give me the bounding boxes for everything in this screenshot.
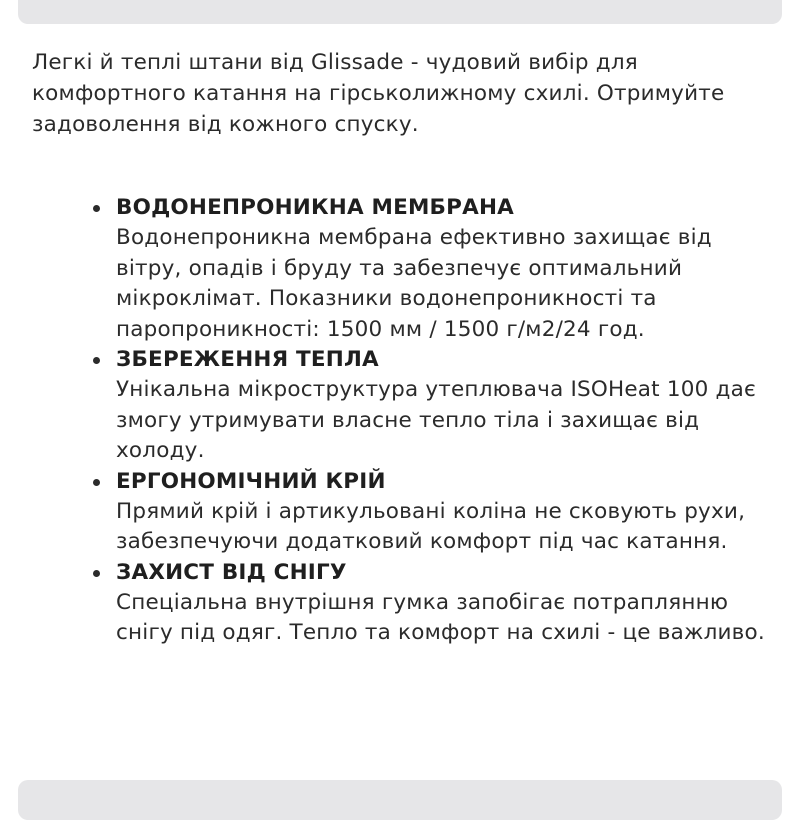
feature-item-ergonomic-cut [90, 467, 770, 558]
bullet-icon [93, 570, 100, 577]
feature-title: ЕРГОНОМІЧНИЙ КРІЙ [116, 468, 386, 494]
feature-list [90, 193, 770, 649]
top-collapsed-section[interactable] [18, 0, 782, 24]
feature-description: Спеціальна внутрішня гумка запобігає потраплянню снігу під одяг. Тепло та комфорт на схилі - це важливо. [116, 589, 765, 645]
feature-title: ЗБЕРЕЖЕННЯ ТЕПЛА [116, 347, 379, 372]
feature-description: Водонепроникна мембрана ефективно захищає від вітру, опадів і бруду та забезпечує оптимальний мікроклімат. Показники водонепроникності та паропроникності: 1500 мм / 1500 г/м2/24 год. [116, 225, 712, 342]
feature-description: Унікальна мікроструктура утеплювача ISOHeat 100 дає змогу утримувати власне тепло тіла і захищає від холоду. [116, 377, 756, 463]
feature-item-warmth [90, 345, 770, 467]
bullet-icon [93, 357, 100, 364]
bullet-icon [93, 479, 100, 486]
feature-title: ЗАХИСТ ВІД СНІГУ [116, 559, 347, 585]
bottom-collapsed-section[interactable] [18, 780, 782, 820]
feature-title: ВОДОНЕПРОНИКНА МЕМБРАНА [116, 195, 514, 220]
feature-item-membrane [90, 193, 770, 345]
feature-item-snow-protection [90, 558, 770, 649]
product-description-intro: Легкі й теплі штани від Glissade - чудовий вибір для комфортного катання на гірськолижному схилі. Отримуйте задоволення від кожного спуску. [32, 50, 725, 137]
bullet-icon [93, 205, 100, 212]
feature-description: Прямий крій і артикульовані коліна не сковують рухи, забезпечуючи додатковий комфорт під час катання. [116, 498, 746, 554]
